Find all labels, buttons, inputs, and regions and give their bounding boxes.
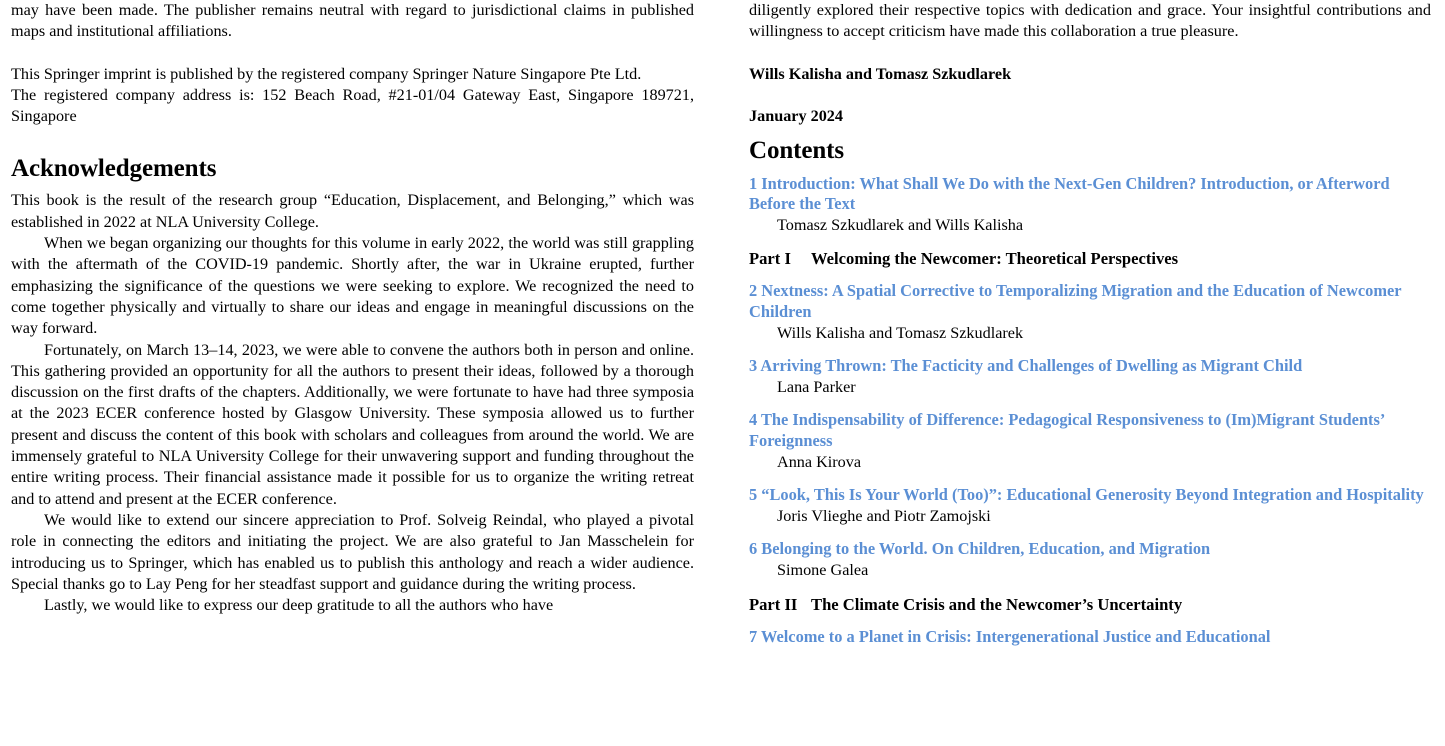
signature-spacer-top <box>749 43 1431 64</box>
imprint-paragraph-neutrality: may have been made. The publisher remains neutral with regard to jurisdictional claims in published maps and institutional affiliations. <box>11 1 694 41</box>
toc-chapter-authors: Tomasz Szkudlarek and Wills Kalisha <box>777 215 1024 234</box>
table-of-contents <box>749 174 1431 648</box>
toc-spacer <box>749 615 1431 627</box>
toc-spacer <box>749 582 1431 594</box>
acknowledgements-heading: Acknowledgements <box>11 155 217 183</box>
toc-chapter-authors: Simone Galea <box>777 560 869 579</box>
toc-spacer <box>749 269 1431 281</box>
toc-entry-chapter-1[interactable] <box>749 174 1431 236</box>
toc-part-heading-2 <box>749 594 1431 615</box>
toc-entry-chapter-2[interactable] <box>749 281 1431 343</box>
acknowledgements-paragraph-3: Fortunately, on March 13–14, 2023, we were able to convene the authors both in person and online. This gathering provided an opportunity for all the authors to present their ideas, followed by a thorough discussion on the first drafts of the chapters. Additionally, we were fortunate to have had three symposia at the 2023 ECER conference hosted by Glasgow University. These symposia allowed us to further present and discuss the content of this book with scholars and colleagues from around the world. We are immensely grateful to NLA University College for their unwavering support and funding throughout the entire writing process. Their financial assistance made it possible for us to organize the writing retreat and to attend and present at the ECER conference. <box>11 340 694 508</box>
acknowledgements-paragraph-1: This book is the result of the research group “Education, Displacement, and Belonging,” which was established in 2022 at NLA University College. <box>11 191 694 231</box>
toc-spacer <box>749 527 1431 539</box>
right-column <box>723 0 1445 746</box>
toc-spacer <box>749 236 1431 248</box>
toc-chapter-authors: Lana Parker <box>777 377 856 396</box>
toc-spacer <box>749 344 1431 356</box>
contents-heading: Contents <box>749 136 845 164</box>
toc-entry-chapter-6[interactable] <box>749 539 1431 580</box>
toc-chapter-authors: Wills Kalisha and Tomasz Szkudlarek <box>777 323 1024 342</box>
toc-chapter-title[interactable]: 6 Belonging to the World. On Children, Education, and Migration <box>749 539 1211 559</box>
toc-chapter-title[interactable]: 1 Introduction: What Shall We Do with the Next-Gen Children? Introduction, or Afterword Before the Text <box>749 173 1390 214</box>
acknowledgements-paragraph-5: Lastly, we would like to express our deep gratitude to all the authors who have <box>44 596 554 615</box>
toc-chapter-title[interactable]: 2 Nextness: A Spatial Corrective to Temporalizing Migration and the Education of Newcomer Children <box>749 281 1402 321</box>
paragraph-spacer <box>11 43 694 64</box>
toc-part-label: Part II <box>749 594 798 614</box>
acknowledgements-paragraph-2: When we began organizing our thoughts for this volume in early 2022, the world was still grappling with the aftermath of the COVID-19 pandemic. Shortly after, the war in Ukraine erupted, further emphasizing the significance of the questions we were seeking to explore. We recognized the need to come together physically and virtually to share our ideas and engage in meaningful discussions on the way forward. <box>11 234 694 338</box>
toc-spacer <box>749 398 1431 410</box>
signature-date: January 2024 <box>749 106 843 125</box>
toc-chapter-title[interactable]: 5 “Look, This Is Your World (Too)”: Educational Generosity Beyond Integration and Hospitality <box>749 485 1424 505</box>
toc-part-label: Part I <box>749 249 791 269</box>
toc-entry-chapter-7[interactable] <box>749 627 1431 648</box>
toc-chapter-authors: Anna Kirova <box>777 452 862 471</box>
toc-entry-chapter-4[interactable] <box>749 410 1431 472</box>
section-spacer <box>11 127 694 148</box>
toc-chapter-title[interactable]: 3 Arriving Thrown: The Facticity and Challenges of Dwelling as Migrant Child <box>749 356 1303 376</box>
imprint-paragraph-address: The registered company address is: 152 Beach Road, #21-01/04 Gateway East, Singapore 189721, Singapore <box>11 85 694 126</box>
toc-chapter-title[interactable]: 4 The Indispensability of Difference: Pedagogical Responsiveness to (Im)Migrant Students’ Foreignness <box>749 410 1385 450</box>
imprint-paragraph-publisher: This Springer imprint is published by the registered company Springer Nature Singapore Pte Ltd. <box>11 64 642 83</box>
toc-entry-chapter-5[interactable] <box>749 485 1431 526</box>
acknowledgements-continuation-paragraph: diligently explored their respective topics with dedication and grace. Your insightful contributions and willingness to accept criticism have made this collaboration a true pleasure. <box>749 1 1431 41</box>
toc-part-title: The Climate Crisis and the Newcomer’s Uncertainty <box>811 594 1183 614</box>
signature-spacer-mid <box>749 85 1431 106</box>
toc-chapter-title[interactable]: 7 Welcome to a Planet in Crisis: Intergenerational Justice and Educational <box>749 626 1271 646</box>
acknowledgements-paragraph-4: We would like to extend our sincere appreciation to Prof. Solveig Reindal, who played a pivotal role in connecting the editors and initiating the project. We are also grateful to Jan Masschelein for introducing us to Springer, which has enabled us to publish this anthology and reach a wider audience. Special thanks go to Lay Peng for her steadfast support and guidance during the writing process. <box>11 510 694 593</box>
toc-chapter-authors: Joris Vlieghe and Piotr Zamojski <box>777 506 991 525</box>
toc-spacer <box>749 473 1431 485</box>
toc-part-title: Welcoming the Newcomer: Theoretical Perspectives <box>811 249 1179 269</box>
toc-part-heading-1 <box>749 248 1431 269</box>
toc-entry-chapter-3[interactable] <box>749 356 1431 397</box>
signature-editors: Wills Kalisha and Tomasz Szkudlarek <box>749 64 1012 83</box>
